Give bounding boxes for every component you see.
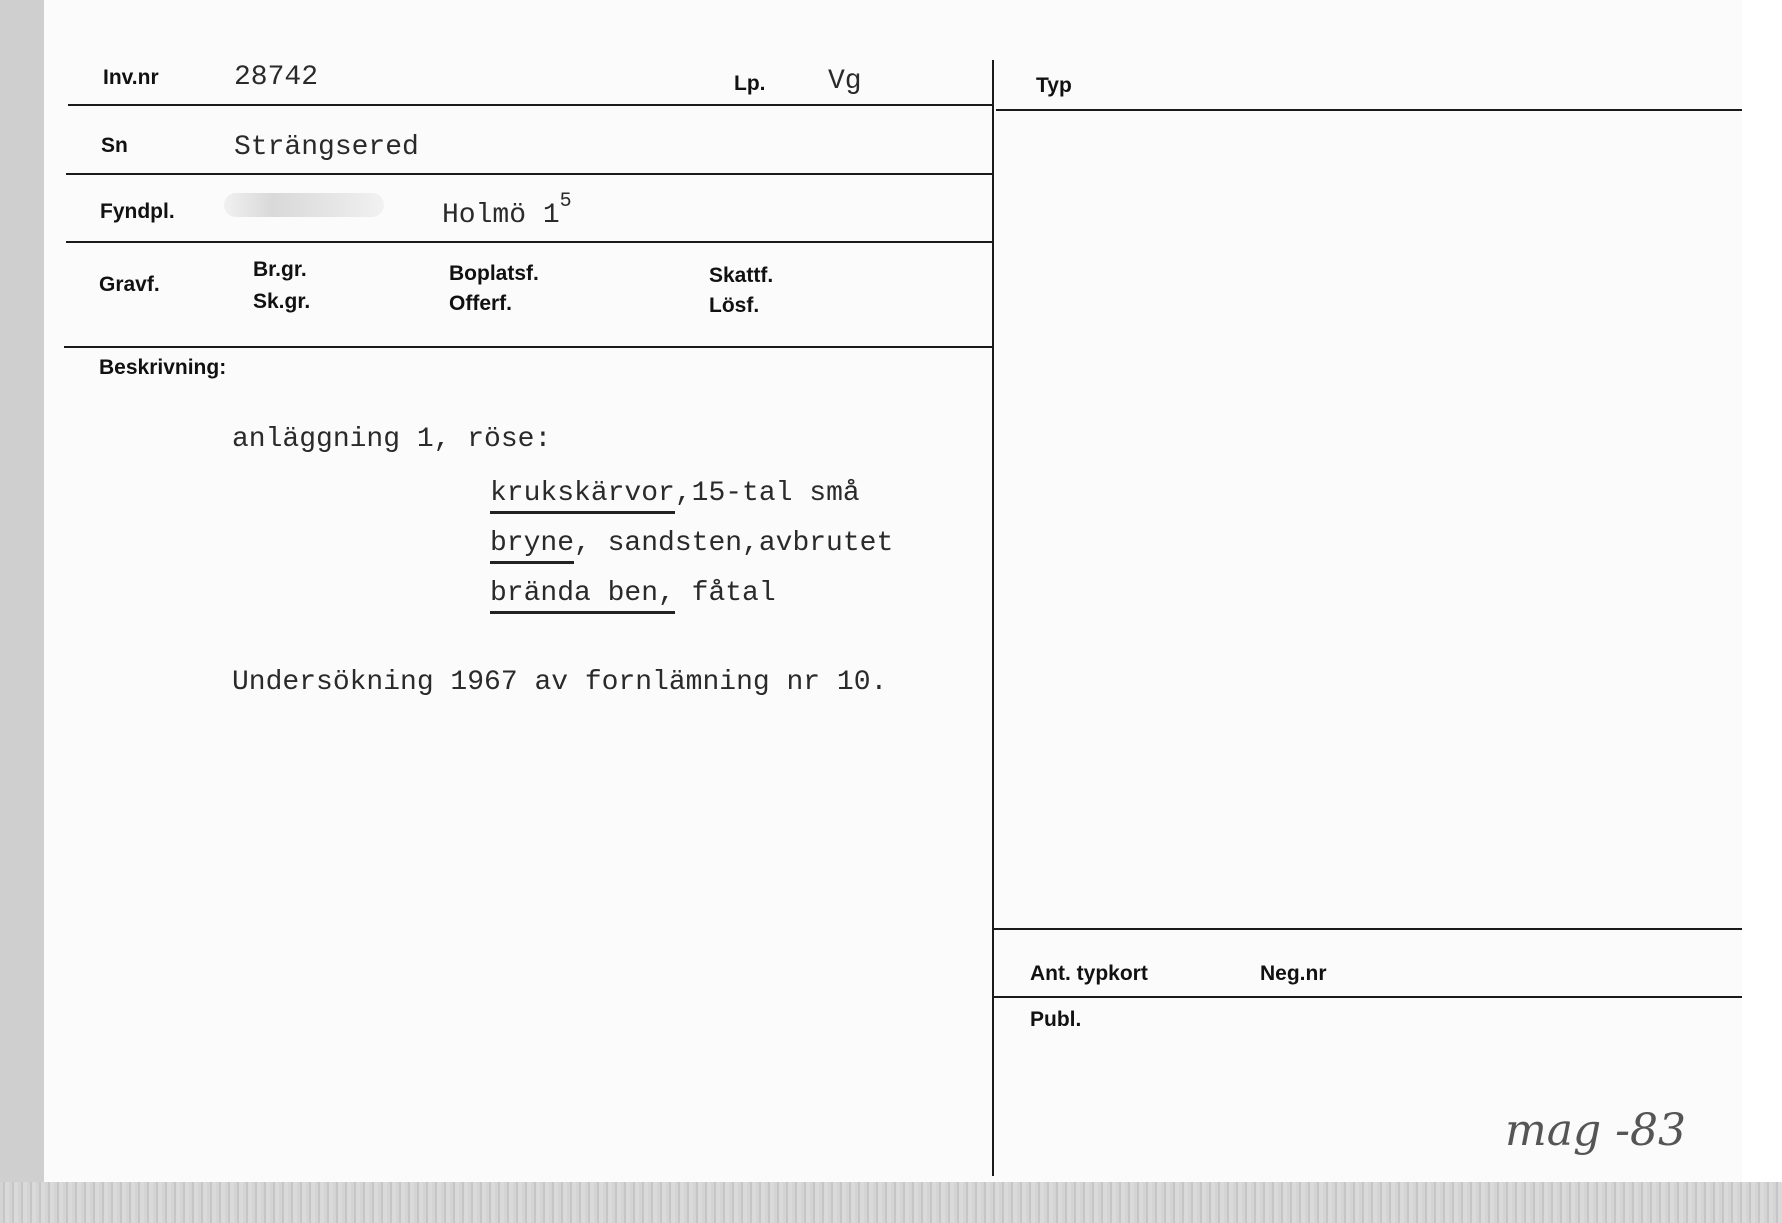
br-gr-label: Br.gr. — [253, 258, 307, 281]
column-divider — [992, 60, 994, 1176]
neg-nr-label: Neg.nr — [1260, 962, 1327, 985]
rule-inv — [68, 104, 992, 106]
item-3-name: brända ben, — [490, 578, 675, 614]
boplatsf-label: Boplatsf. — [449, 262, 539, 285]
undersokning-line: Undersökning 1967 av fornlämning nr 10. — [232, 667, 888, 698]
lp-label: Lp. — [734, 72, 766, 95]
sk-gr-label: Sk.gr. — [253, 290, 311, 313]
sn-label: Sn — [101, 134, 128, 157]
ant-typkort-label: Ant. typkort — [1030, 962, 1148, 985]
description-item-2 — [490, 528, 893, 559]
fyndpl-superscript: 5 — [559, 190, 572, 213]
description-line-1: anläggning 1, röse: — [232, 424, 552, 455]
rule-sn — [66, 173, 992, 175]
sn-value: Strängsered — [234, 132, 419, 163]
inv-nr-label: Inv.nr — [103, 66, 159, 89]
rule-fyndpl — [66, 241, 992, 243]
offerf-label: Offerf. — [449, 292, 512, 315]
item-3-detail: fåtal — [674, 578, 776, 609]
inv-nr-value: 28742 — [234, 62, 319, 93]
fyndpl-label: Fyndpl. — [100, 200, 175, 223]
losf-label: Lösf. — [709, 294, 760, 317]
typ-label: Typ — [1036, 74, 1072, 97]
item-1-detail: ,15-tal små — [674, 478, 860, 509]
rule-typ — [996, 109, 1742, 111]
scan-margin — [1742, 0, 1782, 1223]
skattf-label: Skattf. — [709, 264, 774, 287]
gravf-label: Gravf. — [99, 273, 160, 296]
publ-label: Publ. — [1030, 1008, 1082, 1031]
beskrivning-label: Beskrivning: — [99, 356, 227, 379]
item-1-name: krukskärvor — [490, 478, 675, 514]
rule-ant-typkort — [994, 928, 1742, 930]
redaction-mark — [224, 193, 384, 217]
rule-gravf — [64, 346, 992, 348]
handwritten-note: mag -83 — [1505, 1105, 1686, 1156]
description-item-1 — [490, 478, 860, 509]
scan-edge — [0, 1182, 1782, 1223]
item-2-detail: , sandsten,avbrutet — [574, 528, 894, 559]
catalog-card — [44, 0, 1742, 1182]
rule-publ — [994, 996, 1742, 998]
fyndpl-value: Holmö $1^5$ — [442, 190, 572, 231]
item-2-name: bryne — [490, 528, 574, 564]
lp-value: Vg — [828, 66, 862, 97]
description-item-3 — [490, 578, 776, 609]
